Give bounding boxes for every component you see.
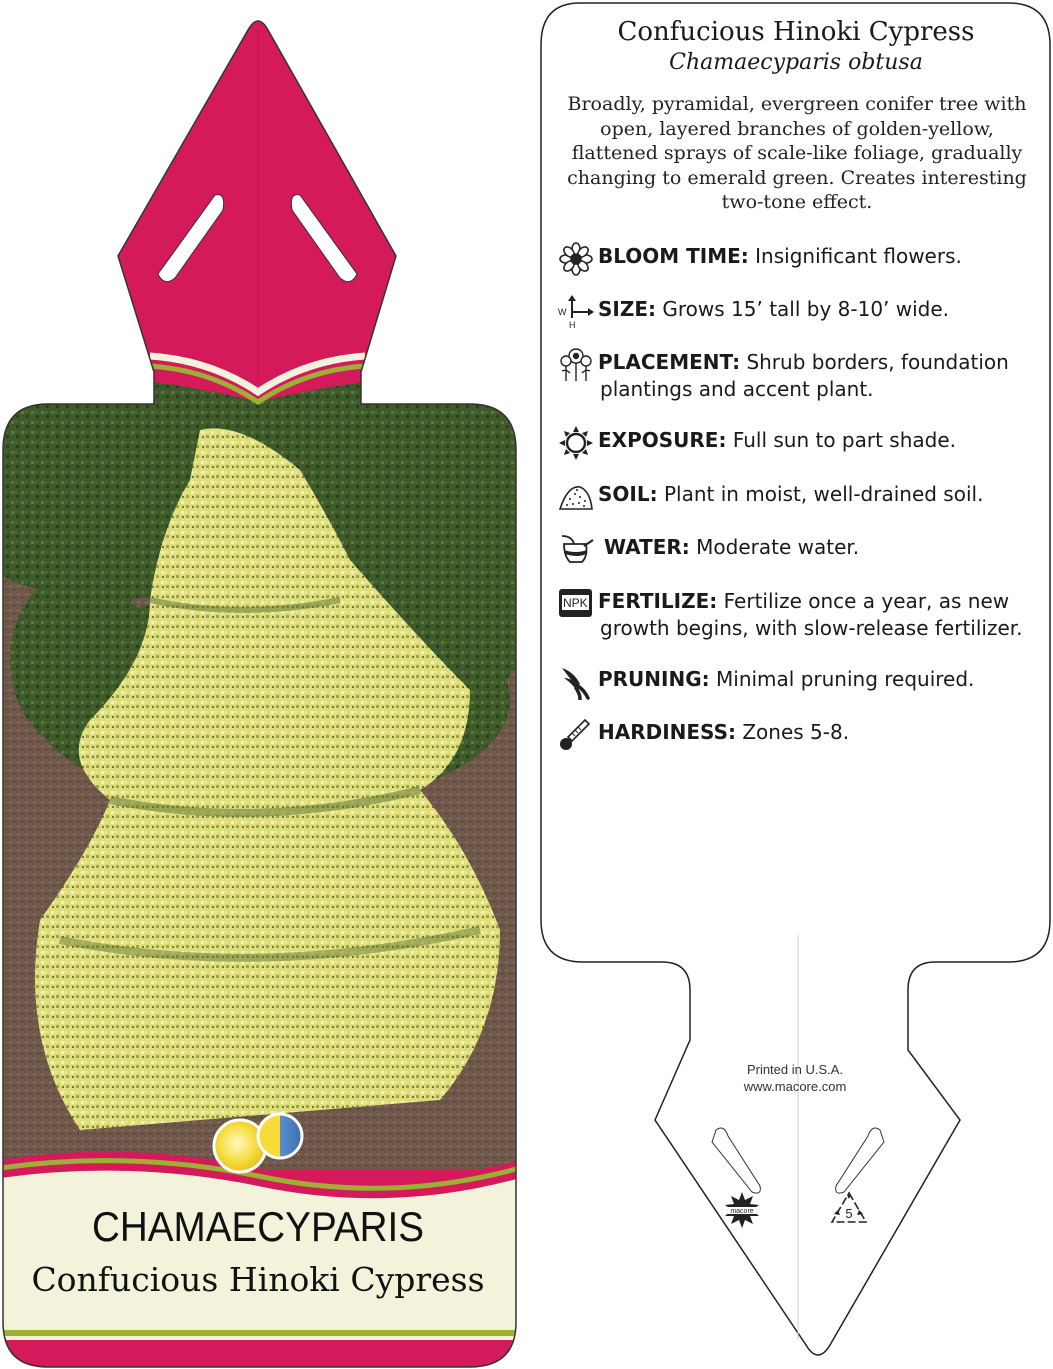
- macore-logo-icon: [722, 1190, 762, 1230]
- attr-value: Minimal pruning required.: [716, 667, 975, 691]
- attr-fertilize: [558, 586, 1038, 646]
- soil-mound-icon: [558, 479, 594, 515]
- attr-value: Fertilize once a year, as new: [723, 589, 1010, 613]
- attr-label: SOIL:: [598, 482, 658, 506]
- attr-value: Grows 15’ tall by 8-10’ wide.: [662, 297, 950, 321]
- attr-value: Moderate water.: [696, 535, 860, 559]
- attr-label: BLOOM TIME:: [598, 244, 749, 268]
- npk-text: NPK: [563, 596, 588, 610]
- attr-label: SIZE:: [598, 297, 657, 321]
- height-letter: H: [569, 320, 576, 330]
- genus-name: CHAMAECYPARIS: [91, 1203, 425, 1250]
- attr-water: [558, 532, 1038, 566]
- attr-value: Insignificant flowers.: [755, 244, 962, 268]
- attr-label: WATER:: [604, 535, 690, 559]
- placement-flowers-icon: [558, 347, 594, 383]
- attr-label: FERTILIZE:: [598, 589, 718, 613]
- width-letter: W: [558, 307, 567, 317]
- sun-icon: [558, 425, 594, 461]
- attr-pruning: [558, 664, 1038, 698]
- attr-value: Shrub borders, foundation: [746, 350, 1009, 374]
- watering-can-icon: [558, 532, 594, 568]
- attr-value-cont: plantings and accent plant.: [600, 377, 874, 401]
- attr-label: PRUNING:: [598, 667, 710, 691]
- printed-website: www.macore.com: [743, 1079, 847, 1094]
- flower-icon: [558, 241, 594, 277]
- attr-placement: [558, 347, 1038, 407]
- printed-info: [700, 1061, 890, 1095]
- common-name: Confucious Hinoki Cypress: [31, 1260, 485, 1299]
- macore-logo-text: macore: [730, 1208, 754, 1215]
- attr-value: Plant in moist, well-drained soil.: [663, 482, 984, 506]
- attr-exposure: [558, 425, 1038, 459]
- printed-origin: Printed in U.S.A.: [746, 1062, 844, 1077]
- pruning-shears-icon: [558, 664, 594, 700]
- attr-value: Full sun to part shade.: [732, 428, 957, 452]
- back-title: Confucious Hinoki Cypress: [617, 17, 975, 47]
- attr-label: PLACEMENT:: [598, 350, 741, 374]
- attr-label: EXPOSURE:: [598, 428, 727, 452]
- front-tag-artwork: [0, 0, 520, 1369]
- recycle-icon: [828, 1190, 870, 1228]
- plant-description: Broadly, pyramidal, evergreen conifer tree with open, layered branches of golden-yellow, flattened sprays of scale-like foliage, gradually changing to emerald green. Creates interesting two-tone effect.: [567, 93, 1027, 213]
- attr-size: [558, 294, 1038, 328]
- attr-label: HARDINESS:: [598, 720, 736, 744]
- attr-bloom-time: [558, 241, 1038, 275]
- attr-value-cont: growth begins, with slow-release fertilizer.: [600, 616, 1023, 640]
- scientific-name: Chamaecyparis obtusa: [669, 50, 923, 75]
- attr-value: Zones 5-8.: [742, 720, 850, 744]
- size-arrows-icon: [558, 294, 594, 330]
- npk-fertilizer-icon: [558, 586, 594, 622]
- thermometer-icon: [558, 717, 594, 753]
- attr-soil: [558, 479, 1038, 513]
- recycle-number: 5: [845, 1206, 853, 1221]
- attr-hardiness: [558, 717, 1038, 751]
